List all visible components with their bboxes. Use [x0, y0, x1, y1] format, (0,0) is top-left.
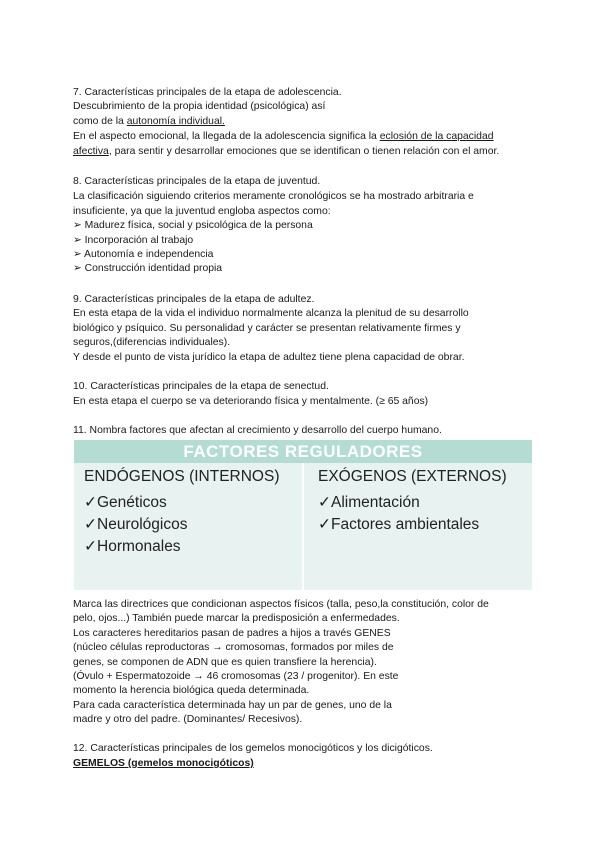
- checkmark-icon: ✓: [84, 538, 97, 555]
- section-9-line-2: biológico y psíquico. Su personalidad y carácter se presentan relativamente firmes y: [73, 323, 461, 334]
- section-8-line-2: insuficiente, ya que la juventud engloba aspectos como:: [73, 206, 331, 217]
- section-11-para-line: Para cada característica determinada hay un par de genes, uno de la: [73, 700, 392, 711]
- section-7-title: 7. Características principales de la etapa de adolescencia.: [73, 87, 342, 98]
- arrow-bullet-icon: ➢: [73, 263, 82, 274]
- section-9-title: 9. Características principales de la etapa de adultez.: [73, 294, 315, 305]
- underlined-autonomia: autonomía individual.: [126, 116, 225, 127]
- section-8-title: 8. Características principales de la etapa de juventud.: [73, 176, 321, 187]
- exogenos-column: [318, 467, 507, 535]
- section-11-para-line: Marca las directrices que condicionan aspectos físicos (talla, peso,la constitución, color de: [73, 599, 489, 610]
- section-7-line-4: [73, 145, 499, 159]
- section-11-para-line: Los caracteres hereditarios pasan de padres a hijos a través GENES: [73, 628, 391, 639]
- list-item-text: Alimentación: [331, 494, 420, 511]
- section-11-para-line: genes, se componen de ADN que es quien transfiere la herencia).: [73, 657, 377, 668]
- section-12-title: 12. Características principales de los gemelos monocigóticos y los dicigóticos.: [73, 743, 433, 754]
- list-item: [84, 493, 279, 513]
- section-7-line-1: Descubrimiento de la propia identidad (psicológica) así: [73, 101, 326, 112]
- underlined-afectiva: afectiva: [73, 146, 109, 157]
- factores-reguladores-table: [74, 440, 532, 590]
- section-12-subtitle: GEMELOS (gemelos monocigóticos): [73, 758, 254, 769]
- list-item: [73, 248, 213, 262]
- list-item: [84, 515, 279, 535]
- list-item: [73, 234, 193, 248]
- list-item: [318, 493, 507, 513]
- endogenos-column: [84, 467, 279, 557]
- section-9-line-1: En esta etapa de la vida el individuo normalmente alcanza la plenitud de su desarrollo: [73, 308, 469, 319]
- list-item-text: Genéticos: [97, 494, 167, 511]
- section-10-line-1: En esta etapa el cuerpo se va deteriorando física y mentalmente. (≥ 65 años): [73, 396, 429, 407]
- checkmark-icon: ✓: [84, 516, 97, 533]
- arrow-bullet-icon: ➢: [73, 220, 82, 231]
- section-11-para-line: (núcleo células reproductoras → cromosomas, formados por miles de: [73, 642, 394, 653]
- checkmark-icon: ✓: [318, 494, 331, 511]
- section-11-para-line: pelo, ojos...) También puede marcar la predisposición a enfermedades.: [73, 613, 400, 624]
- arrow-bullet-icon: ➢: [73, 235, 82, 246]
- column-divider: [302, 463, 304, 590]
- list-item: [73, 219, 313, 233]
- checkmark-icon: ✓: [84, 494, 97, 511]
- section-7-line-3: [73, 130, 494, 144]
- exogenos-title: EXÓGENOS (EXTERNOS): [318, 468, 507, 485]
- list-item-text: Factores ambientales: [331, 516, 480, 533]
- section-7-line-2: [73, 115, 225, 129]
- list-item-text: Hormonales: [97, 538, 181, 555]
- list-item-text: Incorporación al trabajo: [84, 235, 194, 246]
- section-10-title: 10. Características principales de la etapa de senectud.: [73, 381, 329, 392]
- list-item-text: Autonomía e independencia: [84, 249, 214, 260]
- section-11-para-line: madre y otro del padre. (Dominantes/ Recesivos).: [73, 714, 303, 725]
- list-item-text: Neurológicos: [97, 516, 188, 533]
- list-item-text: Madurez física, social y psicológica de la persona: [84, 220, 313, 231]
- underlined-eclosion: eclosión de la capacidad: [379, 131, 494, 142]
- checkmark-icon: ✓: [318, 516, 331, 533]
- arrow-bullet-icon: ➢: [73, 249, 82, 260]
- table-header: FACTORES REGULADORES: [74, 440, 532, 463]
- section-7-line-2-text: como de la: [73, 116, 127, 127]
- section-9-line-3: seguros,(diferencias individuales).: [73, 337, 231, 348]
- list-item-text: Construcción identidad propia: [84, 263, 223, 274]
- section-9-line-4: Y desde el punto de vista jurídico la etapa de adultez tiene plena capacidad de obrar.: [73, 352, 465, 363]
- section-8-line-1: La clasificación siguiendo criterios meramente cronológicos se ha mostrado arbitraria e: [73, 191, 474, 202]
- list-item: [84, 537, 279, 557]
- endogenos-title: ENDÓGENOS (INTERNOS): [84, 468, 280, 485]
- section-7-line-3-text: En el aspecto emocional, la llegada de la adolescencia significa la: [73, 131, 380, 142]
- section-7-line-4-text: , para sentir y desarrollar emociones que se identifican o tienen relación con el amor.: [108, 146, 500, 157]
- section-11-para-line: (Óvulo + Espermatozoide → 46 cromosomas (23 / progenitor). En este: [73, 671, 399, 682]
- section-11-para-line: momento la herencia biológica queda determinada.: [73, 685, 310, 696]
- list-item: [73, 262, 222, 276]
- list-item: [318, 515, 507, 535]
- section-11-title: 11. Nombra factores que afectan al crecimiento y desarrollo del cuerpo humano.: [73, 425, 442, 436]
